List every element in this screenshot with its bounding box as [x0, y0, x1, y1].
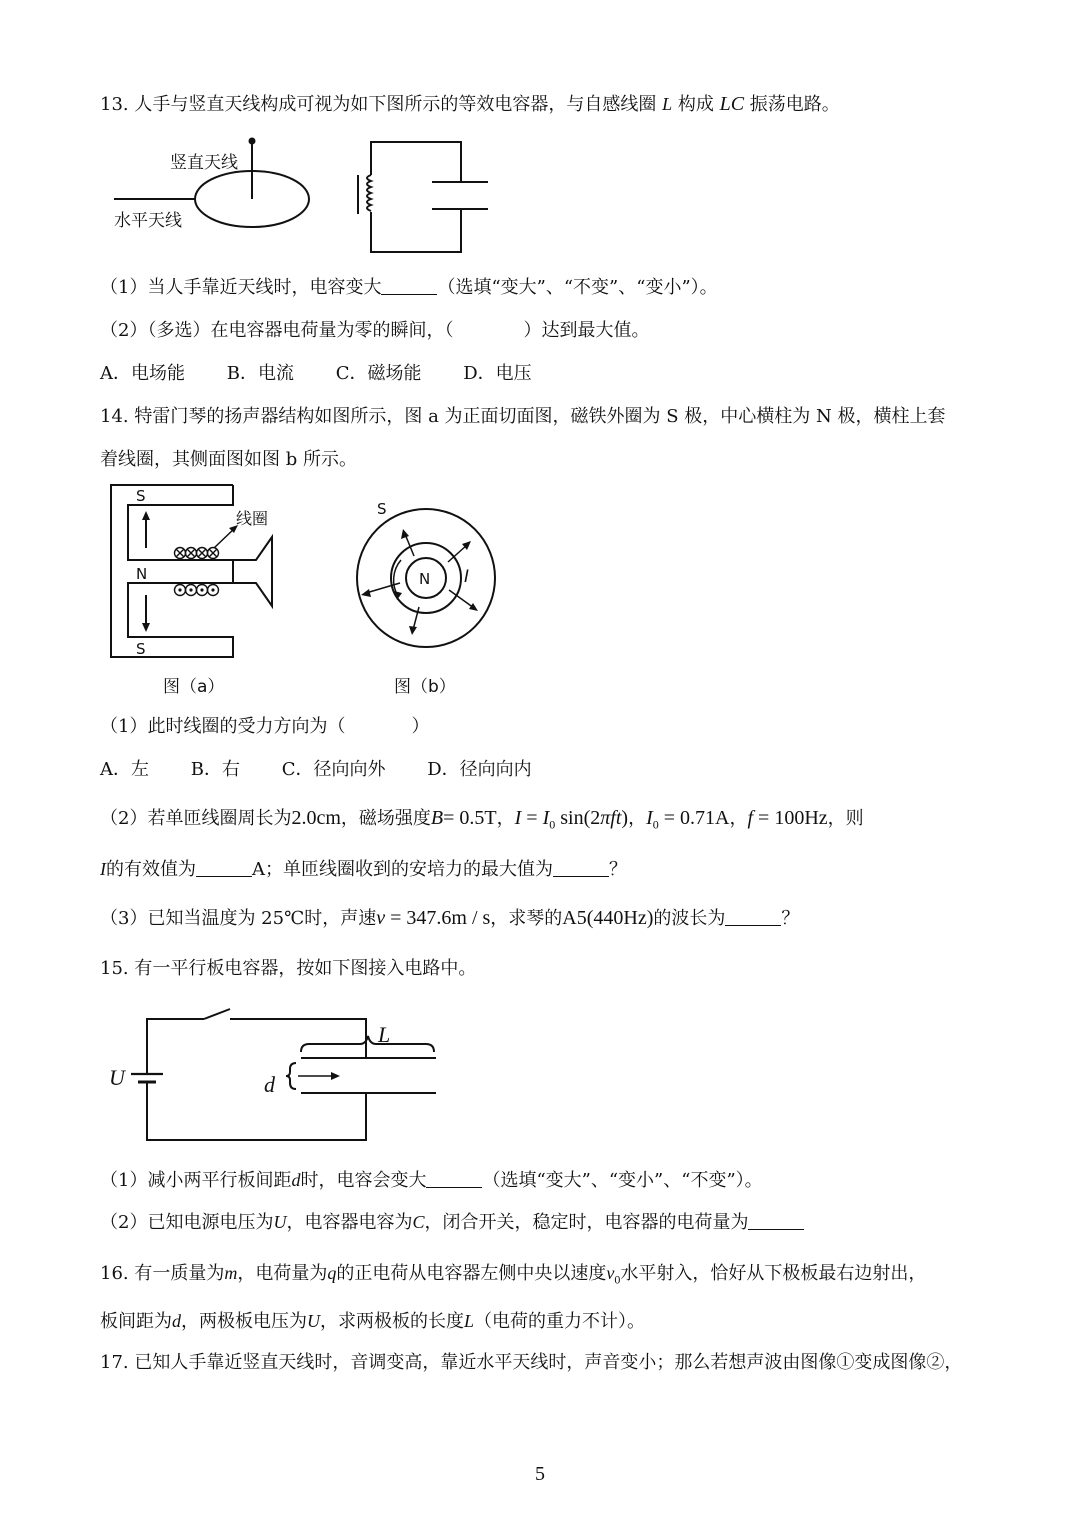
q13-option-d[interactable]: D．电压	[463, 363, 532, 384]
wire-left-top	[147, 1019, 204, 1066]
answer-blank[interactable]	[748, 1211, 804, 1230]
q14-stem-line2: 着线圈，其侧面图如图 b 所示。	[100, 449, 357, 470]
q17-stem: 17. 已知人手靠近竖直天线时，音调变高，靠近水平天线时，声音变小；那么若想声波由图像①变成图像②，	[100, 1352, 963, 1373]
fig-a-label-s-top: S	[136, 487, 146, 505]
answer-blank[interactable]	[426, 1169, 482, 1188]
q15-stem: 15. 有一平行板电容器，按如下图接入电路中。	[100, 958, 477, 979]
q14-option-a[interactable]: A．左	[100, 759, 149, 780]
q16-line2: 板间距为d，两极板电压为U，求两极板的长度L（电荷的重力不计）。	[100, 1311, 646, 1332]
length-brace	[301, 1036, 434, 1052]
fig-a-label-coil: 线圈	[236, 509, 269, 528]
fig-b-label-n: N	[419, 570, 431, 588]
q13-option-c[interactable]: C．磁场能	[335, 363, 422, 384]
q13-symbol-L: L	[662, 94, 673, 114]
q15-part2: （2）已知电源电压为U，电容器电容为C，闭合开关，稳定时，电容器的电荷量为	[100, 1210, 804, 1235]
q14-option-c[interactable]: C．径向向外	[281, 759, 386, 780]
q13-option-b[interactable]: B．电流	[226, 363, 294, 384]
fig-a-label-n: N	[136, 565, 148, 583]
q14-option-b[interactable]: B．右	[190, 759, 240, 780]
q16-line1: 16. 有一质量为m，电荷量为q的正电荷从电容器左侧中央以速度$v_0$水平射入，恰好从下极板最右边射出，	[100, 1263, 927, 1287]
label-d: d	[264, 1072, 275, 1097]
q13-part2: （2）（多选）在电容器电荷量为零的瞬间，（ ）达到最大值。	[100, 320, 650, 341]
q14-stem-line1: 14. 特雷门琴的扬声器结构如图所示，图 a 为正面切面图，磁铁外圈为 S 极，中心横柱为 N 极，横柱上套	[100, 406, 946, 427]
fig-a-label-s-bottom: S	[136, 640, 146, 658]
page-number: 5	[535, 1463, 545, 1485]
horizontal-antenna-label: 水平天线	[114, 211, 182, 231]
q15-part1: （1）减小两平行板间距d时，电容会变大 （选填“变大”、“变小”、“不变”）。	[100, 1170, 763, 1191]
q14-part2-line2: I的有效值为 A；单匝线圈收到的安培力的最大值为 ？	[100, 859, 627, 880]
wire-bottom	[147, 1086, 366, 1140]
wire-right-top	[230, 1019, 366, 1058]
gap-brace	[286, 1063, 296, 1089]
fig-b-label-i: I	[464, 567, 470, 587]
q13-part1: （1）当人手靠近天线时，电容变大 （选填“变大”、“不变”、“变小”）。	[100, 277, 718, 298]
label-l: L	[378, 1022, 391, 1047]
q13-option-a[interactable]: A．电场能	[100, 363, 185, 384]
fig-a-caption: 图（a）	[163, 677, 225, 697]
q14-part1: （1）此时线圈的受力方向为（ ）	[100, 716, 430, 737]
fig-b-caption: 图（b）	[394, 677, 456, 697]
label-u: U	[109, 1065, 125, 1090]
vertical-antenna-label: 竖直天线	[170, 153, 238, 173]
q14-option-d[interactable]: D．径向向内	[427, 759, 532, 780]
q14-part3: （3）已知当温度为 25℃时，声速v = 347.6m / s，求琴的A5(440Hz)的波长为 ？	[100, 907, 800, 929]
fig-b-label-s: S	[377, 500, 387, 518]
q14-part2-line1: （2）若单匝线圈周长为2.0cm，磁场强度B= 0.5T，$I = I_0$ sin(2πft)，$I_0 = 0.71A$，f = 100Hz，则	[100, 807, 864, 832]
q13-symbol-LC: LC	[719, 93, 745, 115]
q13-stem: 13. 人手与竖直天线构成可视为如下图所示的等效电容器，与自感线圈 L 构成 LC 振荡电路。	[100, 93, 840, 115]
switch-icon	[204, 1009, 230, 1019]
